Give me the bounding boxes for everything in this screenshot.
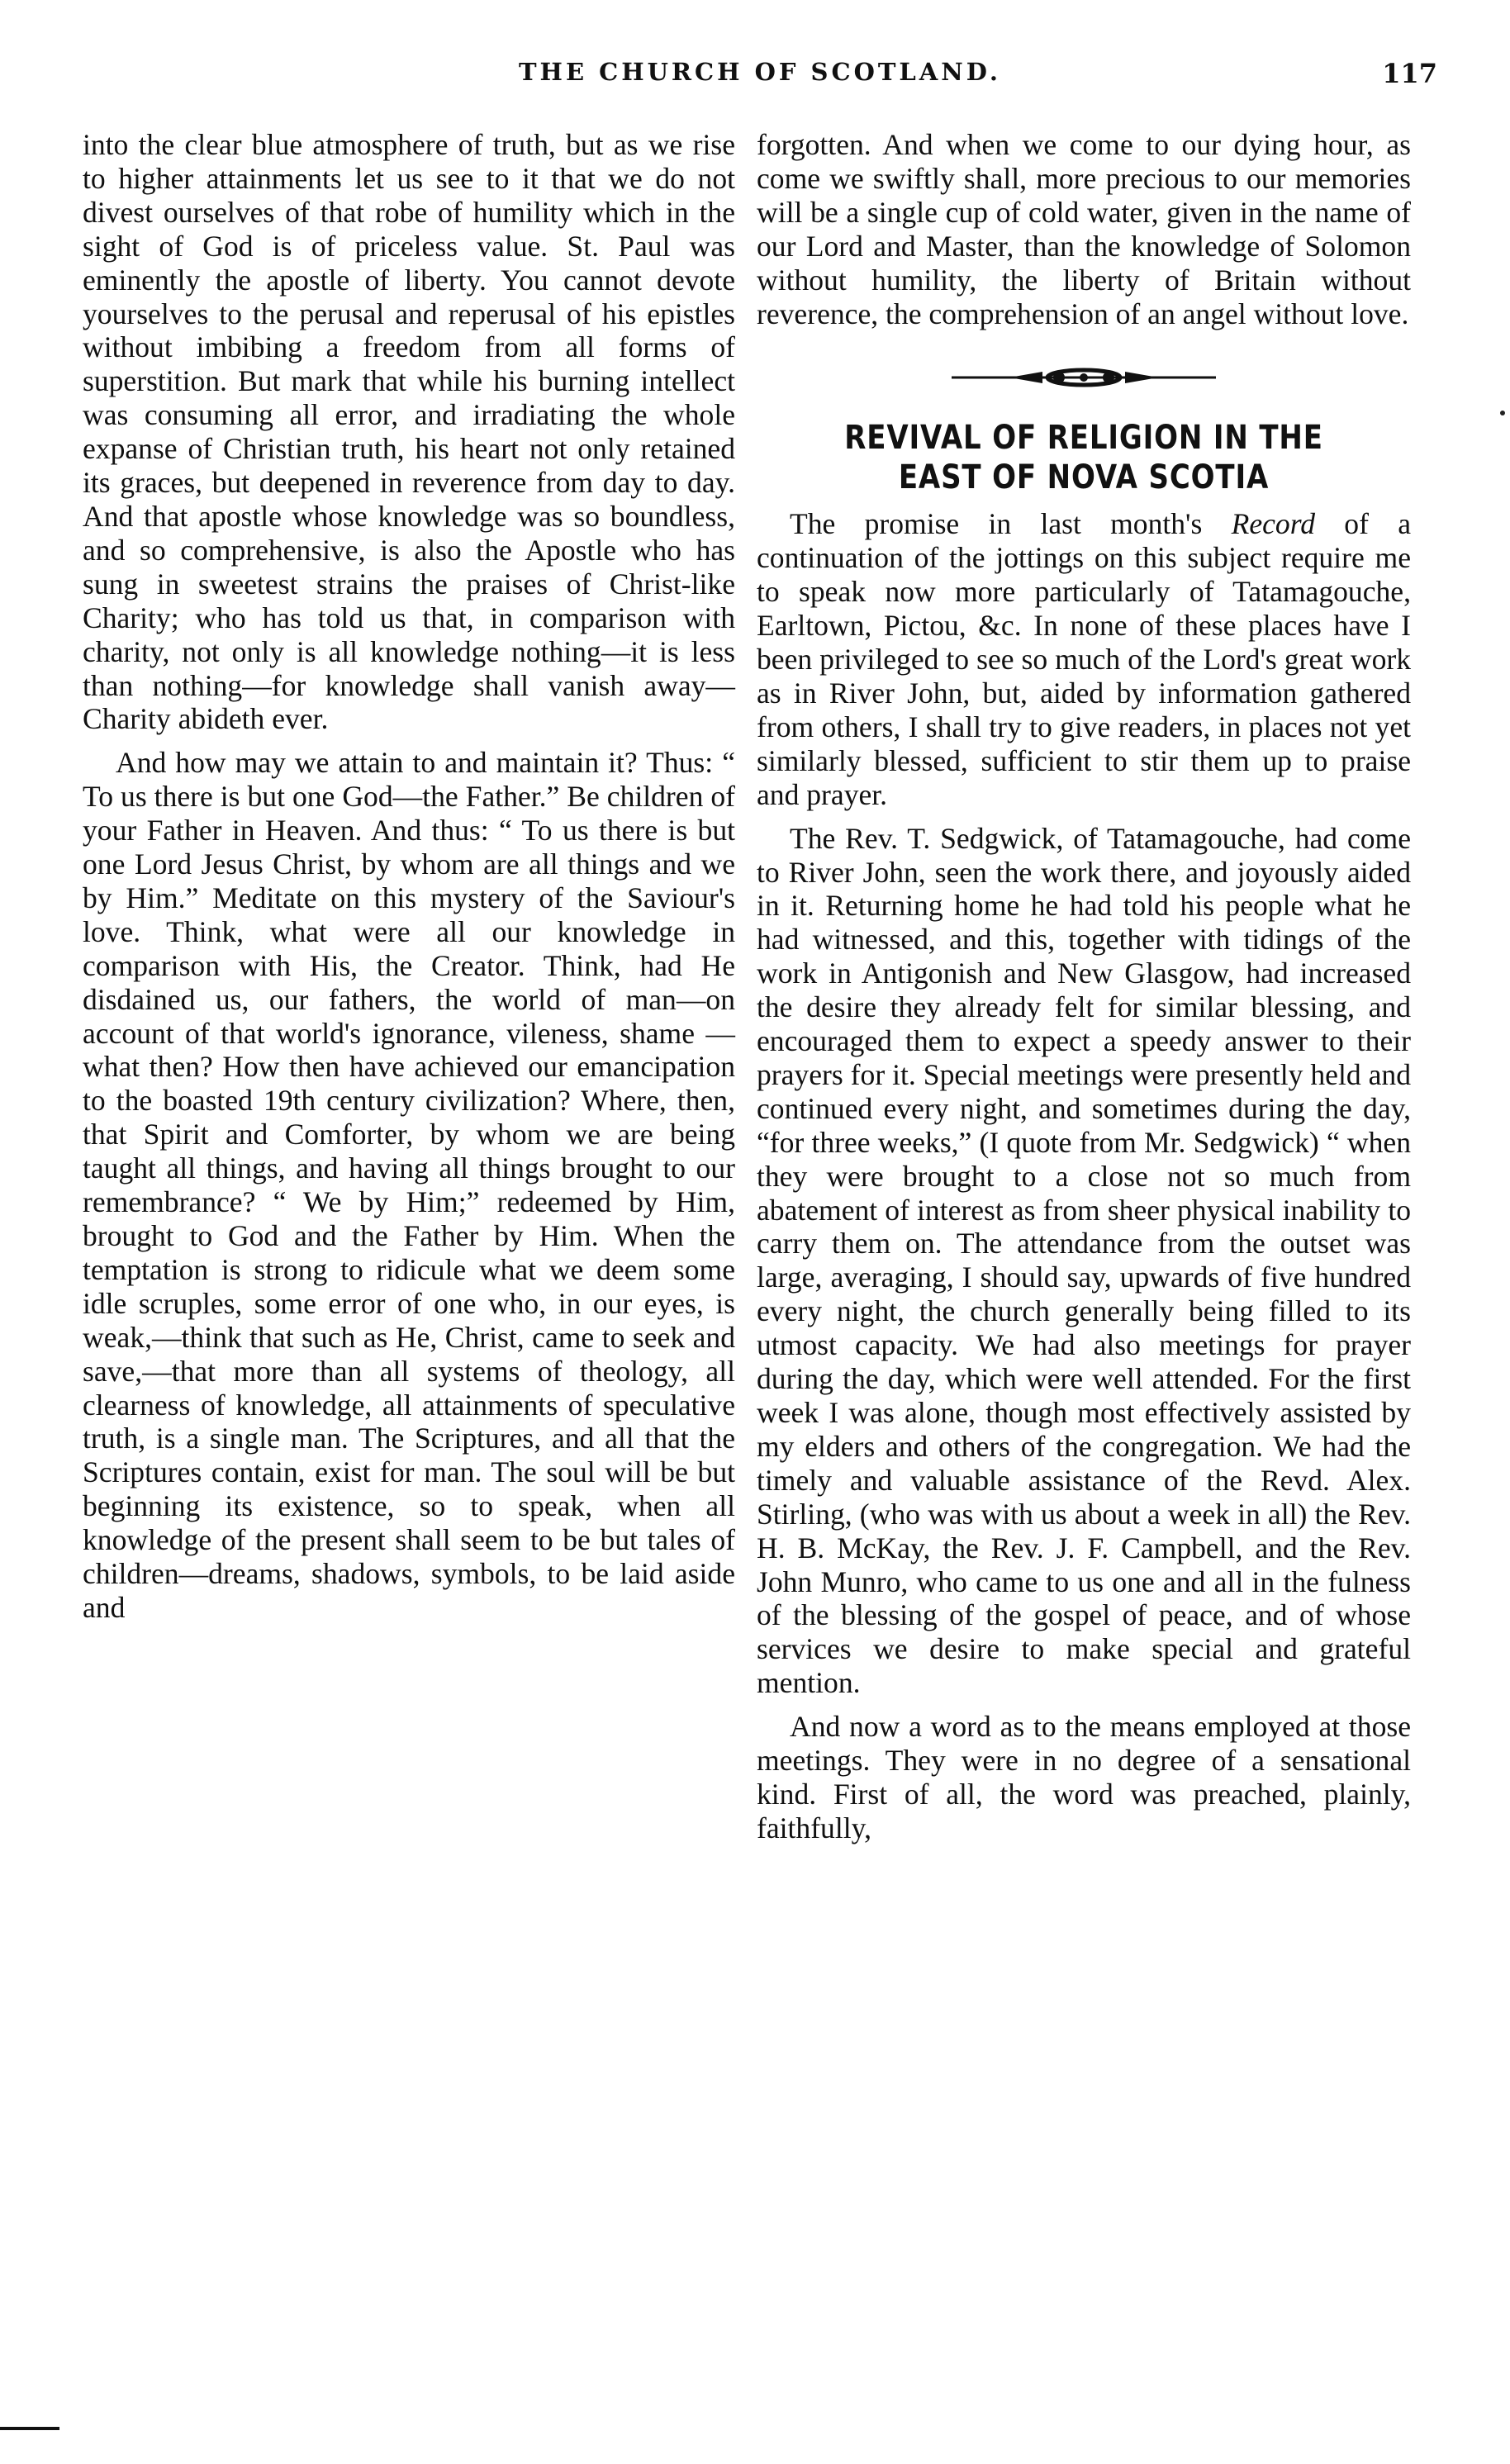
record-italic: Record	[1231, 507, 1316, 541]
ornamental-divider	[952, 367, 1216, 388]
left-paragraph-2: And how may we attain to and maintain it? Thus: “ To us there is but one God—the Father.” Be children of your Father in Heaven. And thus: “ To us there is but one Lord Jesus Christ, by whom are all things and we by Him.” Meditate on this mystery of the Saviour's love. Think, what were all our knowledge in comparison with His, the Creator. Think, had He disdained us, our fathers, the world of man—on account of that world's ignorance, vileness, shame —what then? How then have achieved our emancipation to the boasted 19th century civilization? Where, then, that Spirit and Comforter, by whom we are being taught all things, and having all things brought to our remembrance? “ We by Him;” redeemed by Him, brought to God and the Father by Him. When the temptation is strong to ridicule what we deem some idle scruples, some error of one who, in our eyes, is weak,—think that such as He, Christ, came to seek and save,—that more than all systems of theology, all clearness of knowledge, all attainments of speculative truth, is a single man. The Scriptures, and all that the Scriptures contain, exist for man. The soul will be but beginning its existence, so to speak, when all knowledge of the present shall seem to be but tales of children—dreams, shadows, symbols, to be laid aside and	[83, 746, 735, 1624]
continuation-paragraph: forgotten. And when we come to our dying hour, as come we swiftly shall, more precious to our memories will be a single cup of cold water, given in the name of our Lord and Master, than the knowledge of Solomon without humility, the liberty of Britain without reverence, the comprehension of an angel without love.	[757, 128, 1411, 330]
article-paragraph-1	[757, 507, 1411, 811]
page-number: 117	[1382, 58, 1437, 89]
left-column	[83, 128, 735, 1625]
footer-rule	[0, 2427, 59, 2430]
right-column	[757, 128, 1411, 1845]
left-paragraph-1: into the clear blue atmosphere of truth, but as we rise to higher attainments let us see to it that we do not divest ourselves of that robe of humility which in the sight of God is of priceless value. St. Paul was eminently the apostle of liberty. You cannot devote yourselves to the perusal and reperusal of his epistles without imbibing a freedom from all forms of superstition. But mark that while his burning intellect was consuming all error, and irradiating the whole expanse of Christian truth, his heart not only retained its graces, but deepened in reverence from day to day. And that apostle whose knowledge was so boundless, and so comprehensive, is also the Apostle who has sung in sweetest strains the praises of Christ-like Charity; who has told us that, in comparison with charity, not only is all knowledge nothing—it is less than nothing—for knowledge shall vanish away—Charity abideth ever.	[83, 128, 735, 736]
paragraph-1-rest: of a continuation of the jottings on this subject require me to speak now more particularly of Tatamagouche, Earltown, Pictou, &c. In none of these places have I been privileged to see so much of the Lord's great work as in River John, but, aided by information gathered from others, I shall try to give readers, in places not yet similarly blessed, sufficient to stir them up to praise and prayer.	[757, 507, 1412, 811]
running-title: THE CHURCH OF SCOTLAND.	[518, 58, 1002, 86]
article-title: REVIVAL OF RELIGION IN THE EAST OF NOVA SCOTIA	[844, 419, 1323, 497]
paragraph-1-start: The promise in last month's	[790, 507, 1232, 541]
page-header	[83, 58, 1437, 99]
article-paragraph-3: And now a word as to the means employed at those meetings. They were in no degree of a sensational kind. First of all, the word was preached, plainly, faithfully,	[757, 1710, 1411, 1844]
margin-speck	[1500, 411, 1505, 415]
article-paragraph-2: The Rev. T. Sedgwick, of Tatamagouche, had come to River John, seen the work there, and joyously aided in it. Returning home he had told his people what he had witnessed, and this, together with tidings of the work in Antigonish and New Glasgow, had increased the desire they already felt for similar blessing, and encouraged them to expect a speedy answer to their prayers for it. Special meetings were presently held and continued every night, and sometimes during the day, “for three weeks,” (I quote from Mr. Sedgwick) “ when they were brought to a close not so much from abatement of interest as from sheer physical inability to carry them on. The attendance from the outset was large, averaging, I should say, upwards of five hundred every night, the church generally being filled to its utmost capacity. We had also meetings for prayer during the day, which were well attended. For the first week I was alone, though most effectively assisted by my elders and others of the congregation. We had the timely and valuable assistance of the Revd. Alex. Stirling, (who was with us about a week in all) the Rev. H. B. McKay, the Rev. J. F. Campbell, and the Rev. John Munro, who came to us one and all in the fulness of the blessing of the gospel of peace, and of whose services we desire to make special and grateful mention.	[757, 821, 1411, 1700]
